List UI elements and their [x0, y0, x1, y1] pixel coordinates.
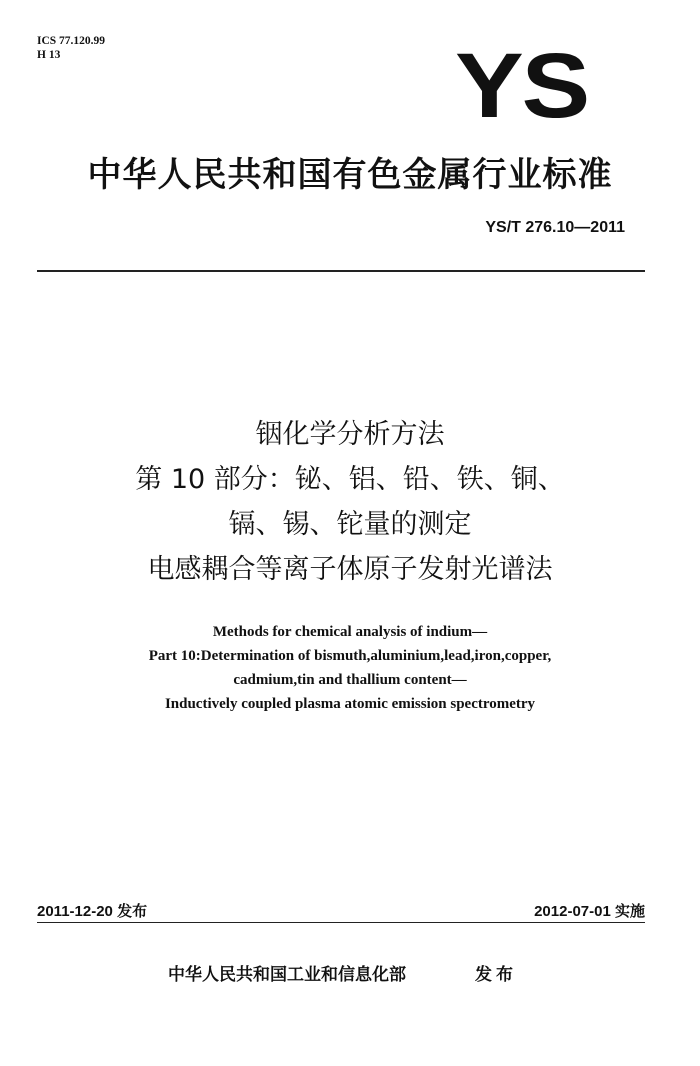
chinese-title-line-1: 铟化学分析方法: [255, 419, 445, 450]
chinese-title-line-2: 第 10 部分：铋、铝、铅、铁、铜、: [135, 464, 565, 495]
standard-type-title: 中华人民共和国有色金属行业标准: [87, 155, 613, 195]
ics-code: ICS 77.120.99: [37, 35, 106, 47]
english-title-line-2: Part 10:Determination of bismuth,aluminium,lead,iron,copper,: [148, 648, 552, 664]
issuing-authority: 中华人民共和国工业和信息化部: [168, 965, 406, 985]
chinese-title-line-3: 镉、锡、铊量的测定: [228, 509, 472, 540]
classification-codes: [37, 34, 105, 62]
english-title-line-3: cadmium,tin and thallium content—: [233, 672, 467, 688]
english-title-line-4: Inductively coupled plasma atomic emission spectrometry: [164, 696, 536, 712]
category-code: H 13: [37, 49, 61, 61]
ys-logo: YS: [455, 35, 588, 137]
publish-date: 2011-12-20 发布: [37, 903, 148, 920]
chinese-title: [0, 412, 700, 592]
issue-label: 发布: [475, 965, 517, 985]
english-title-line-1: Methods for chemical analysis of indium—: [212, 624, 488, 640]
chinese-title-line-4: 电感耦合等离子体原子发射光谱法: [147, 554, 553, 585]
implement-date: 2012-07-01 实施: [534, 903, 645, 920]
english-title: [0, 620, 700, 716]
standard-code: YS/T 276.10—2011: [485, 219, 625, 236]
footer-divider: [37, 922, 645, 923]
header-divider: [37, 270, 645, 272]
